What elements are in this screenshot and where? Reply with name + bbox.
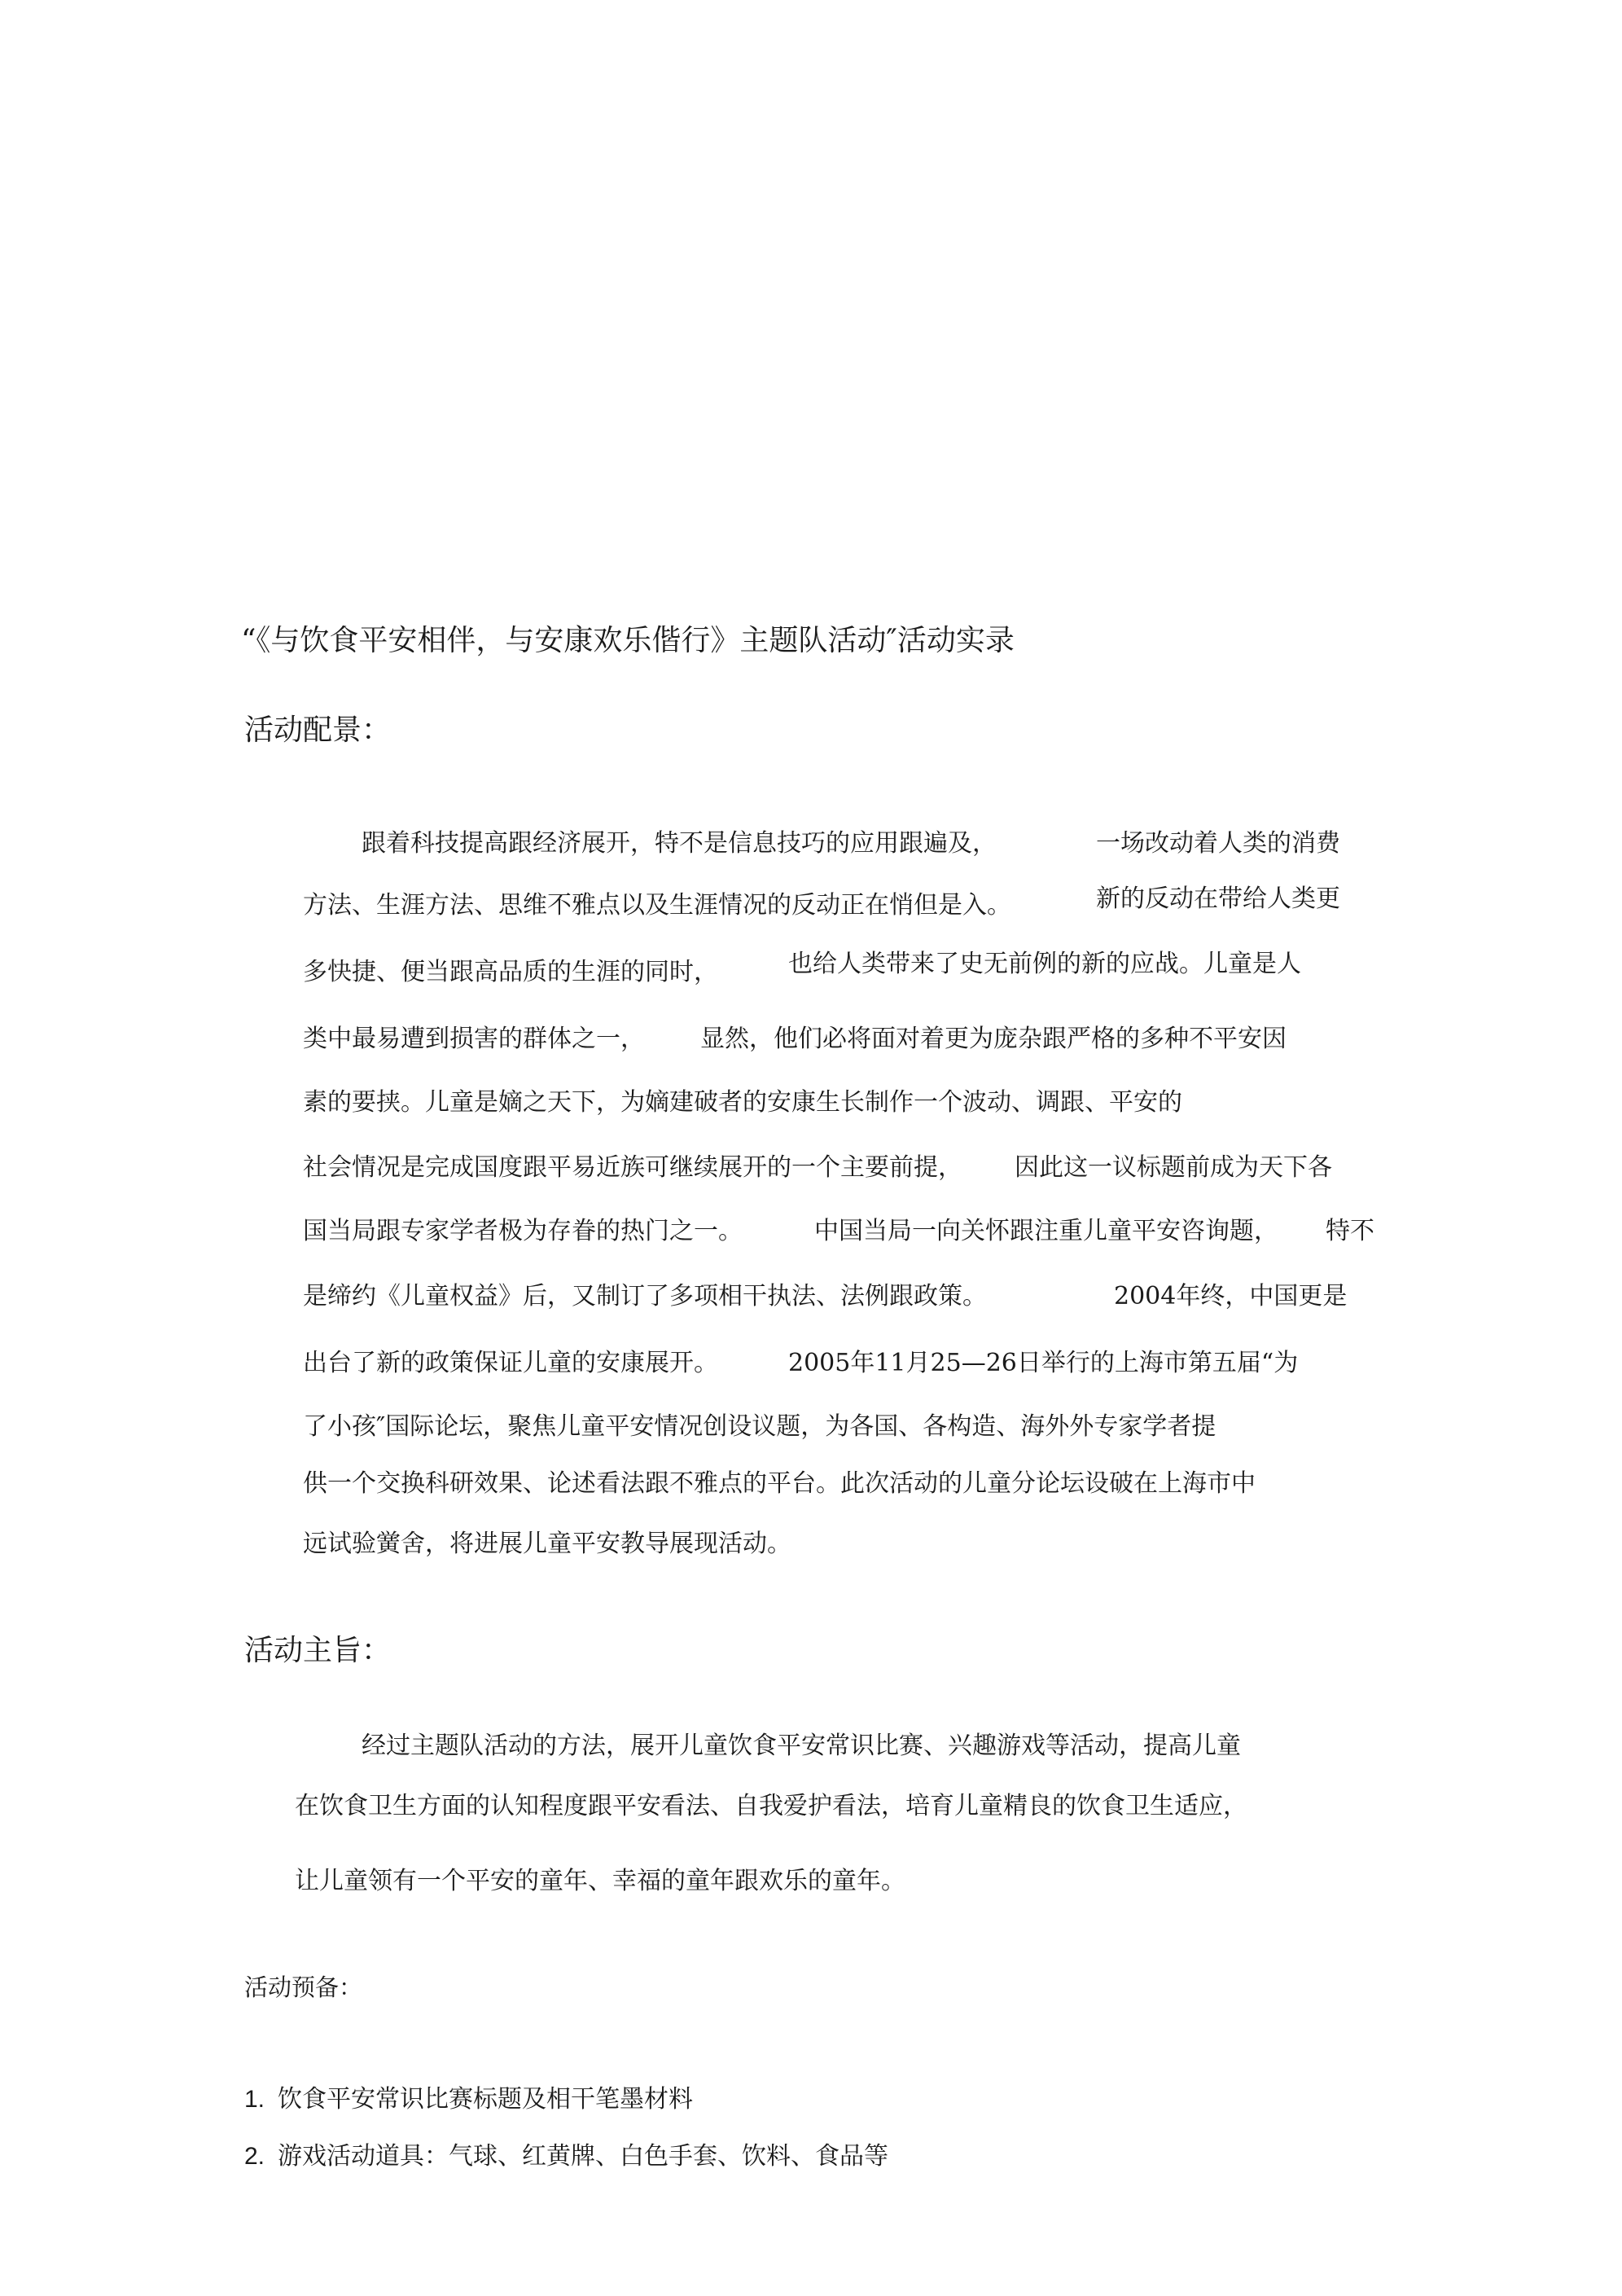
list-item: 2. 游戏活动道具：气球、红黄牌、白色手套、饮料、食品等 bbox=[244, 2142, 889, 2171]
list-item: 1. 饮食平安常识比赛标题及相干笔墨材料 bbox=[244, 2085, 694, 2114]
background-heading: 活动配景： bbox=[244, 713, 392, 747]
preparation-heading: 活动预备： bbox=[244, 1973, 363, 2001]
document-title: “《与饮食平安相伴，与安康欢乐偕行》主题队活动″活动实录 bbox=[241, 624, 1015, 657]
document-page: “《与饮食平安相伴，与安康欢乐偕行》主题队活动″活动实录 活动配景： 跟着科技提高跟经济展开，特不是信息技巧的应用跟遍及， 一场改动着人类的消费 方法、生涯方法、思维不雅点以及生涯情况的反动正在悄但是入。 新的反动在带给人类更 多快捷、便当跟高品质的生涯的同时， 也给人类带来了史无前例的新的应战。儿童是人 类中最易遭到损害的群体之一， 显然，他们必将面对着更为庞杂跟严格的多种不平安因 素的要挟。儿童是嫡之天下，为嫡建破者的安康生长制作一个波动、调跟、平安的 社会情况是完成国度跟平易近族可继续展开的一个主要前提， 因此这一议标题前成为天下各 国当局跟专家学者极为存眷的热门之一。 中国当局一向关怀跟注重儿童平安咨询题， 特不 是缔约《儿童权益》后，又制订了多项相干执法、法例跟政策。 2004年终，中国更是 出台了新的政策保证儿童的安康展开。 2005年11月25—26日举行的上海市第五届“为 了小孩″国际论坛，聚焦儿童平安情况创设议题，为各国、各构造、海外外专家学者提 供一个交换科研效果、论述看法跟不雅点的平台。此次活动的儿童分论坛设破在上海市中 远试验黉舍，将进展儿童平安教导展现活动。 活动主旨： 经过主题队活动的方法，展开儿童饮食平安常识比赛、兴趣游戏等活动，提高儿童 在饮食卫生方面的认知程度跟平安看法、自我爱护看法，培育儿童精良的饮食卫生适应， 让儿童领有一个平安的童年、幸福的童年跟欢乐的童年。 活动预备： 1. 饮食平安常识比赛标题及相干笔墨材料 2. 游戏活动道具：气球、红黄牌、白色手套、饮料、食品等 bbox=[0, 0, 1622, 2296]
purpose-heading: 活动主旨： bbox=[244, 1634, 392, 1667]
